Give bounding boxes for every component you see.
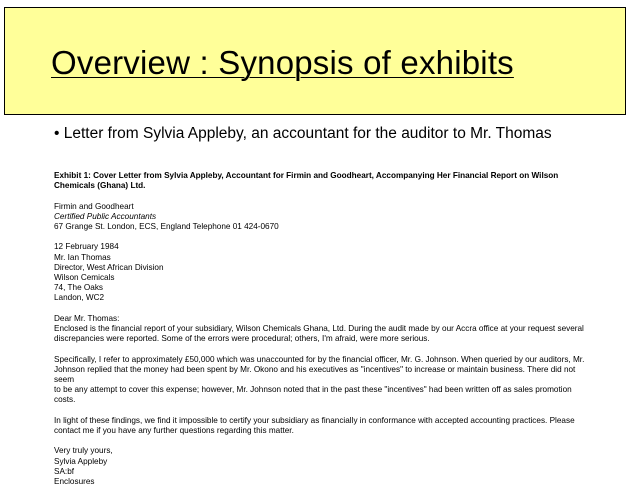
paragraph-line: discrepancies were reported. Some of the errors were procedural; others, I'm afraid, were more serious. [54, 334, 430, 344]
paragraph-line: to be any attempt to cover this expense; however, Mr. Johnson noted that in the past these "incentives" had been written off as sales promotion costs. [54, 385, 572, 405]
firm-title: Certified Public Accountants [54, 211, 157, 221]
paragraph-1 [54, 314, 594, 345]
paragraph-line: Johnson replied that the money had been spent by Mr. Okono and his executives as "incentives" to increase or maintain business. There did not seem [54, 364, 576, 384]
bullet-point: • Letter from Sylvia Appleby, an accountant for the auditor to Mr. Thomas [54, 125, 552, 142]
paragraph-2 [54, 355, 594, 406]
closing-line: SA:bf [54, 466, 75, 476]
firm-address: 67 Grange St. London, ECS, England Telephone 01 424-0670 [54, 222, 279, 231]
closing-line: Enclosures [54, 477, 95, 486]
date-recipient-block [54, 242, 594, 303]
recipient-line: 74, The Oaks [54, 283, 104, 293]
recipient-line: Director, West African Division [54, 262, 164, 272]
recipient-line: Landon, WC2 [54, 293, 105, 303]
recipient-line: Wilson Cemicals [54, 273, 115, 282]
firm-block [54, 202, 594, 233]
paragraph-line: contact me if you have any further questions regarding this matter. [54, 426, 294, 435]
closing-block [54, 446, 594, 487]
paragraph-line: Specifically, I refer to approximately £50,000 which was unaccounted for by the financial officer, Mr. G. Johnson. When queried by our auditors, Mr. [54, 354, 585, 364]
closing-line: Sylvia Appleby [54, 456, 108, 466]
paragraph-line: In light of these findings, we find it impossible to certify your subsidiary as financially in conformance with accepted accounting practices. Please [54, 415, 575, 425]
salutation: Dear Mr. Thomas: [54, 313, 120, 323]
firm-name: Firmin and Goodheart [54, 201, 134, 211]
exhibit-heading-line: Exhibit 1: Cover Letter from Sylvia Appleby, Accountant for Firmin and Goodheart, Accompanying Her Financial Report on Wilson [54, 171, 559, 180]
closing-line: Very truly yours, [54, 446, 113, 456]
exhibit-heading [54, 171, 594, 191]
paragraph-3 [54, 416, 594, 436]
exhibit-heading-line: Chemicals (Ghana) Ltd. [54, 181, 146, 191]
recipient-line: Mr. Ian Thomas [54, 252, 111, 262]
paragraph-line: Enclosed is the financial report of your subsidiary, Wilson Chemicals Ghana, Ltd. During the audit made by our Accra office at your request several [54, 324, 584, 333]
slide-title: Overview : Synopsis of exhibits [51, 44, 514, 81]
exhibit-letter [54, 171, 594, 497]
letter-date: 12 February 1984 [54, 242, 119, 252]
